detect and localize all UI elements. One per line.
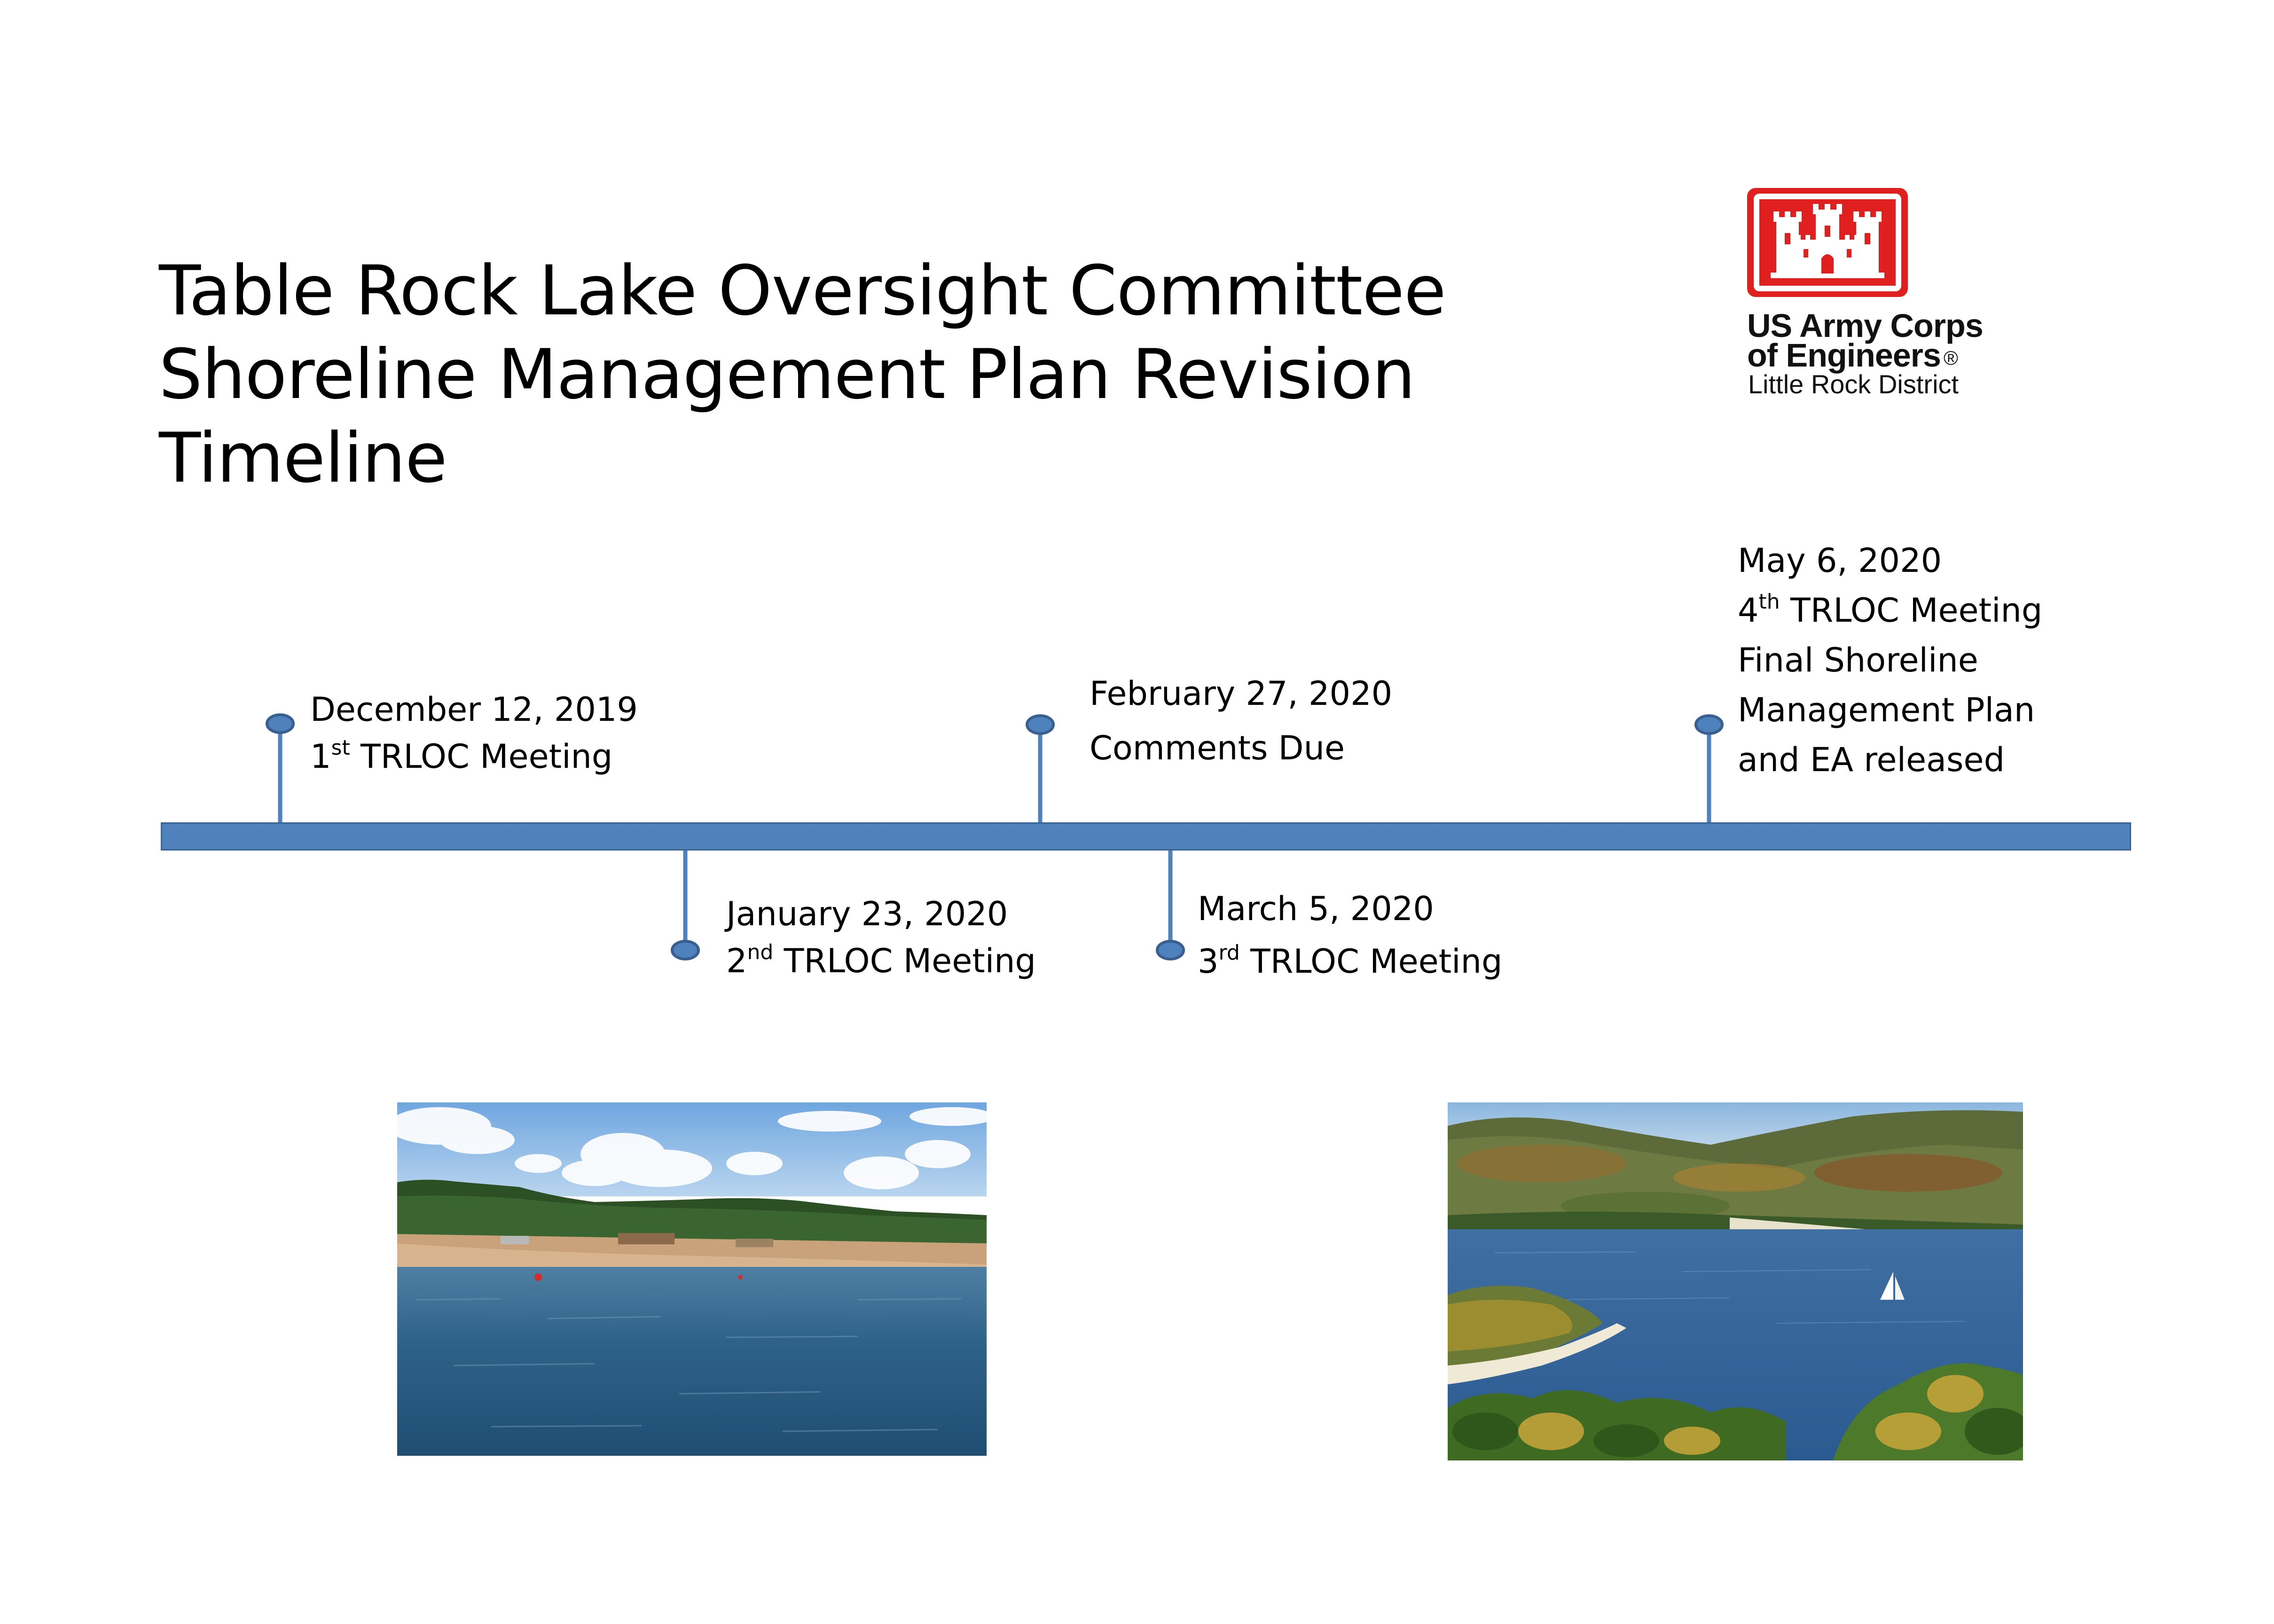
event-5-label: 4th TRLOC Meeting — [1738, 590, 2043, 630]
timeline-event-5 — [1738, 536, 2042, 785]
event-5-line-3: and EA released — [1738, 741, 2005, 779]
event-3-detail: Comments Due — [1090, 729, 1345, 767]
event-4-label: 3rd TRLOC Meeting — [1198, 941, 1503, 981]
event-5-line-2: Management Plan — [1738, 691, 2035, 729]
event-4-date: March 5, 2020 — [1198, 890, 1434, 928]
logo-text-line-2-main: of Engineers — [1747, 337, 1941, 374]
event-2-label: 2nd TRLOC Meeting — [726, 940, 1036, 980]
pin-event-2 — [672, 941, 698, 959]
event-2-date: January 23, 2020 — [726, 895, 1008, 933]
timeline-event-1 — [310, 686, 638, 780]
pin-event-3 — [1027, 716, 1053, 734]
event-3-date: February 27, 2020 — [1090, 674, 1393, 713]
event-5-date: May 6, 2020 — [1738, 541, 1942, 580]
lake-photo — [1448, 1102, 2023, 1460]
event-5-line-1: Final Shoreline — [1738, 641, 1978, 679]
logo-text-line-1: US Army Corps — [1747, 307, 1983, 344]
pin-event-1 — [267, 715, 293, 733]
timeline-event-2 — [726, 890, 1036, 984]
pin-event-5 — [1696, 716, 1722, 734]
logo-text-line-3: Little Rock District — [1748, 369, 1959, 399]
registered-mark: ® — [1943, 347, 1958, 369]
title-line-2: Shoreline Management Plan Revision — [159, 335, 1415, 414]
pin-event-4 — [1157, 941, 1184, 959]
event-1-label: 1st TRLOC Meeting — [310, 736, 613, 776]
title-line-1: Table Rock Lake Oversight Committee — [159, 251, 1446, 331]
beach-photo — [397, 1102, 987, 1456]
event-1-date: December 12, 2019 — [310, 690, 638, 729]
title-line-3: Timeline — [159, 418, 447, 498]
timeline-event-4 — [1198, 882, 1502, 988]
timeline-event-3 — [1090, 666, 1392, 775]
timeline-bar — [161, 822, 2131, 851]
